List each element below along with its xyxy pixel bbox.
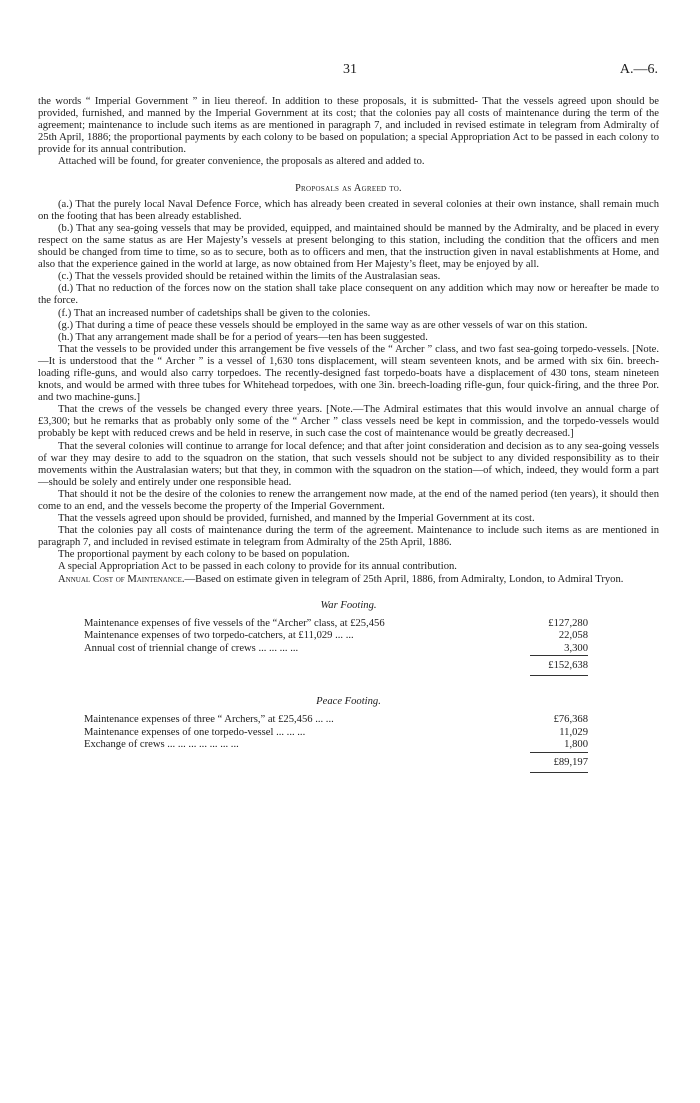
annual-cost-paragraph [38, 574, 659, 586]
war-footing-total: £152,638 [530, 655, 588, 675]
war-footing-table [84, 618, 588, 677]
page-number: 31 [343, 62, 357, 77]
war-footing-title: War Footing. [320, 599, 377, 611]
proposal-item: (d.) That no reduction of the forces now on the station shall take place consequent on any addition which may now or hereafter be made to the force. [38, 283, 659, 307]
cost-item: Maintenance expenses of two torpedo-catchers, at £11,029 ... ... [84, 630, 354, 642]
table-row [84, 714, 588, 726]
cost-item: Maintenance expenses of three “ Archers,” at £25,456 ... ... [84, 714, 334, 726]
cost-item: Maintenance expenses of one torpedo-vessel ... ... ... [84, 726, 306, 738]
document-body [38, 96, 659, 773]
table-row [84, 618, 588, 630]
intro-paragraph: the words “ Imperial Government ” in lieu thereof. In addition to these proposals, it is submitted- That the vessels agreed upon should be provided, furnished, and manned by the Imperial Government at its cost; that the colonies pay all costs of maintenance during the term of the agreement; maintenance to include such items as are mentioned in paragraph 7, and included in revised estimate in telegram from Admiralty of 25th April, 1886; the proportional payments by each colony to be based on population; a special Appropriation Act to be passed in each colony to provide for its annual contribution. [38, 96, 659, 156]
annual-cost-text: —Based on estimate given in telegram of 25th April, 1886, from Admiralty, London, to Admiral Tryon. [184, 573, 624, 585]
proposal-item: (c.) That the vessels provided should be retained within the limits of the Australasian seas. [58, 271, 441, 283]
peace-footing-total: £89,197 [530, 752, 588, 772]
proposal-item: (h.) That any arrangement made shall be for a period of years—ten has been suggested. [58, 331, 428, 343]
table-row [84, 643, 588, 656]
proposal-item: (f.) That an increased number of cadetships shall be given to the colonies. [58, 307, 371, 319]
body-paragraph: That the crews of the vessels be changed every three years. [Note.—The Admiral estimates that this would involve an annual charge of £3,300; but he remarks that as probably only some of the “ Archer ” class vessels need be kept in commission, and the torpedo-vessels would probably be kept with reduced crews and be held in reserve, in such case the cost of maintenance would be greatly decreased.] [38, 404, 659, 440]
cost-amount: £127,280 [548, 617, 588, 629]
total-row [84, 655, 588, 675]
cost-item: Exchange of crews ... ... ... ... ... ... ... [84, 739, 239, 751]
body-paragraph: That the vessels agreed upon should be provided, furnished, and manned by the Imperial Government at its cost. [58, 513, 535, 525]
body-paragraph: The proportional payment by each colony to be based on population. [58, 549, 350, 561]
cost-amount: £76,368 [553, 714, 588, 726]
body-paragraph: A special Appropriation Act to be passed in each colony to provide for its annual contribution. [58, 561, 457, 573]
cost-item: Maintenance expenses of five vessels of the “Archer” class, at £25,456 [84, 617, 385, 629]
cost-amount: 11,029 [559, 726, 588, 738]
body-paragraph: That the vessels to be provided under this arrangement be five vessels of the “ Archer ” class, and two fast sea-going torpedo-vessels. [Note.—It is understood that the “ Archer ” is a vessel of 1,630 tons displacement, will steam seventeen knots, and be armed with six 6in. breech-loading rifle-guns, and would also carry torpedoes. The recently-designed fast torpedo-boats have a displacement of 430 tons, steam nineteen knots, and would be armed with three tubes for Whitehead torpedoes, with one 3in. breech-loading rifle-gun, four quick-firing, and the three Por. and two machine-guns.] [38, 343, 659, 404]
cost-amount: 1,800 [564, 739, 588, 751]
proposals-heading: Proposals as Agreed to. [295, 182, 402, 194]
cost-amount: 22,058 [558, 630, 588, 642]
proposal-item: (b.) That any sea-going vessels that may be provided, equipped, and maintained should be manned by the Admiralty, and be placed in every respect on the same status as are Her Majesty’s vessels at present belonging to this station, including the condition that the officers and men should be changed from time to time, so as to secure, both as to officers and men, that the instruction given in naval establishments at Home, and also that the experience gained in the world at large, as now obtained from Her Majesty’s fleet, may be enjoyed by all. [38, 222, 659, 271]
cost-amount: 3,300 [564, 642, 588, 654]
body-paragraph: That the several colonies will continue to arrange for local defence; and that after joint consideration and decision as to any sea-going vessels of war they may desire to add to the squadron on the station, that such vessels should not be subject to any divided responsibility as to their movements within the Australasian waters; but that they, in common with the squadron on the station—of which, indeed, they would form a part—should be solely and entirely under one responsible head. [38, 440, 659, 488]
document-reference: A.—6. [619, 62, 658, 77]
body-paragraph: That should it not be the desire of the colonies to renew the arrangement now made, at the end of the named period (ten years), it should then come to an end, and the vessels become the property of the Imperial Government. [38, 488, 659, 512]
table-row [84, 727, 588, 739]
annual-cost-label: Annual Cost of Maintenance. [58, 573, 185, 585]
body-paragraph: That the colonies pay all costs of maintenance during the term of the agreement. Maintenance to include such items as are mentioned in paragraph 7, and included in revised estimate in telegram from Admiralty of the 25th April, 1886. [38, 525, 659, 549]
peace-footing-title: Peace Footing. [316, 696, 381, 708]
peace-footing-table [84, 714, 588, 773]
table-row [84, 739, 588, 752]
total-row [84, 752, 588, 772]
proposal-item: (a.) That the purely local Naval Defence Force, which has already been created in several colonies at their own instance, shall remain much on the footing that has been already established. [38, 198, 659, 222]
proposal-item: (g.) That during a time of peace these vessels should be employed in the same way as are other vessels of war on this station. [58, 319, 588, 331]
cost-item: Annual cost of triennial change of crews ... ... ... ... [84, 642, 299, 654]
intro-paragraph: Attached will be found, for greater convenience, the proposals as altered and added to. [58, 156, 425, 168]
table-row [84, 630, 588, 642]
